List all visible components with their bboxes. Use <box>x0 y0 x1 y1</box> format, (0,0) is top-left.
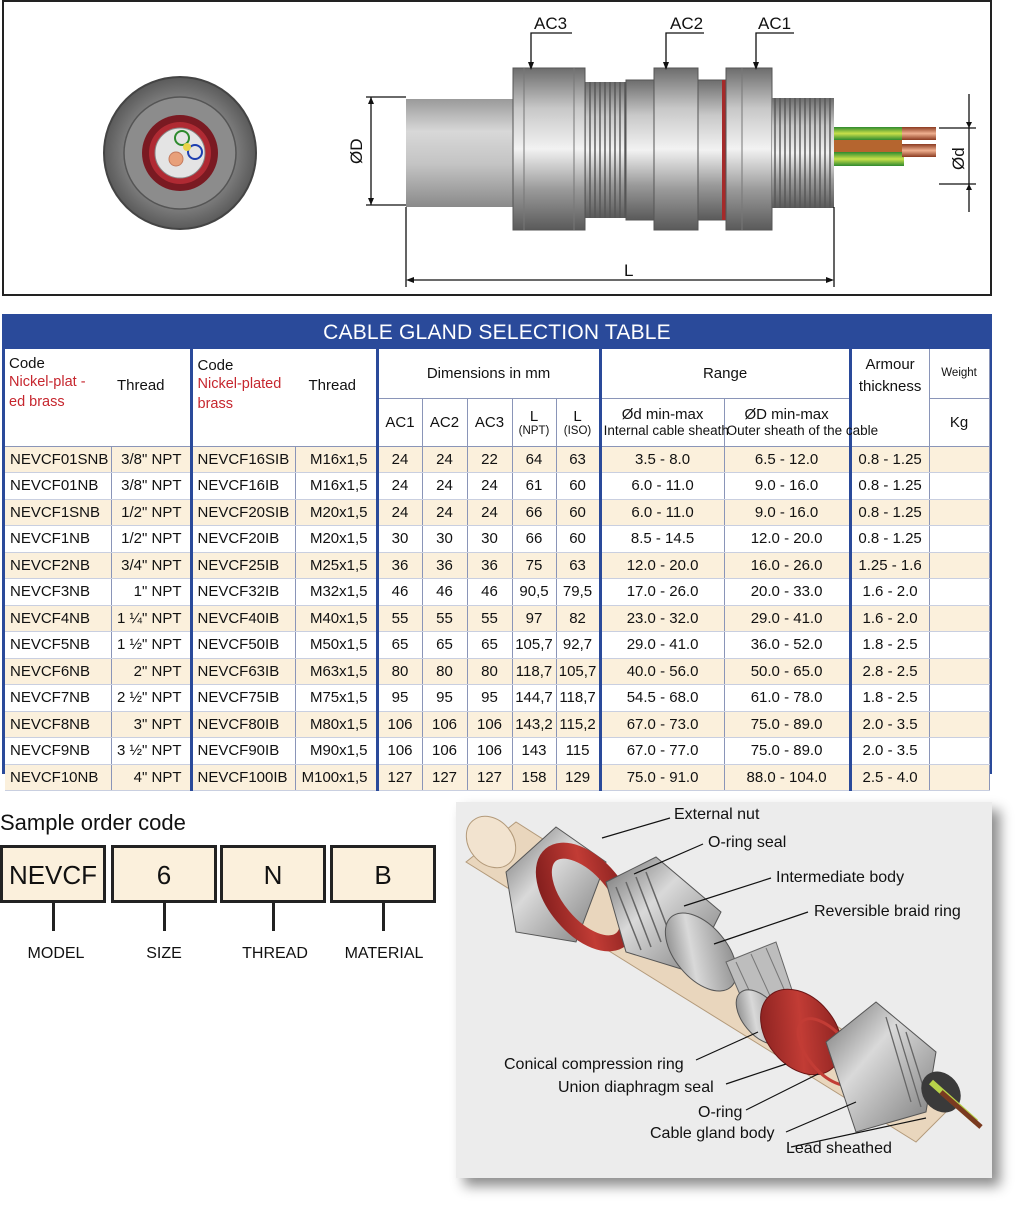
cell-ac3: 80 <box>467 658 512 685</box>
header-thread-1: Thread <box>117 377 165 394</box>
cell-code-1: NEVCF8NB <box>5 711 111 738</box>
cell-inner-range: 29.0 - 41.0 <box>600 632 724 659</box>
cell-ac1: 127 <box>377 764 422 791</box>
cell-outer-range: 50.0 - 65.0 <box>724 658 850 685</box>
cell-weight <box>929 526 989 553</box>
part-gland-body: Cable gland body <box>650 1125 775 1142</box>
cell-l-iso: 129 <box>556 764 600 791</box>
ac1-label: AC1 <box>758 14 792 33</box>
table-row <box>5 711 989 738</box>
cell-ac2: 36 <box>422 552 467 579</box>
order-stem <box>52 903 55 931</box>
cell-thread-1: 1" NPT <box>111 579 191 606</box>
cell-weight <box>929 552 989 579</box>
cell-ac1: 46 <box>377 579 422 606</box>
cell-thread-1: 1 ½" NPT <box>111 632 191 659</box>
cell-ac3: 106 <box>467 711 512 738</box>
order-stem <box>272 903 275 931</box>
cell-armour: 1.8 - 2.5 <box>850 685 929 712</box>
part-diaphragm-seal: Union diaphragm seal <box>558 1079 714 1096</box>
header-l-iso: L (ISO) <box>556 398 600 446</box>
cell-inner-range: 75.0 - 91.0 <box>600 764 724 791</box>
header-code-2-material: Nickel-plated brass <box>197 376 282 412</box>
cell-code-1: NEVCF1NB <box>5 526 111 553</box>
part-o-ring: O-ring <box>698 1104 743 1121</box>
cable-jacket-icon <box>406 99 518 207</box>
cell-ac3: 24 <box>467 473 512 500</box>
ac3-label: AC3 <box>534 14 568 33</box>
cell-weight <box>929 658 989 685</box>
cell-thread-1: 2" NPT <box>111 658 191 685</box>
part-o-ring-seal: O-ring seal <box>708 834 787 851</box>
cell-ac3: 55 <box>467 605 512 632</box>
cell-weight <box>929 446 989 473</box>
cell-armour: 2.0 - 3.5 <box>850 738 929 765</box>
cell-ac3: 46 <box>467 579 512 606</box>
cell-code-2: NEVCF50IB <box>191 632 295 659</box>
cell-ac2: 106 <box>422 711 467 738</box>
cell-l-iso: 118,7 <box>556 685 600 712</box>
header-code-1: Code <box>9 355 45 372</box>
header-ac2: AC2 <box>422 398 467 446</box>
cell-thread-1: 3 ½" NPT <box>111 738 191 765</box>
table-row <box>5 499 989 526</box>
part-compression-ring: Conical compression ring <box>504 1056 684 1073</box>
selection-table <box>2 314 992 786</box>
cell-l-iso: 63 <box>556 446 600 473</box>
cell-outer-range: 29.0 - 41.0 <box>724 605 850 632</box>
cell-code-2: NEVCF16SIB <box>191 446 295 473</box>
cell-weight <box>929 473 989 500</box>
cell-l-iso: 115 <box>556 738 600 765</box>
cell-weight <box>929 499 989 526</box>
header-l-npt: L (NPT) <box>512 398 556 446</box>
header-armour-cont <box>850 398 929 446</box>
cell-armour: 2.5 - 4.0 <box>850 764 929 791</box>
cell-ac1: 65 <box>377 632 422 659</box>
order-stem <box>163 903 166 931</box>
outer-diameter-label: ØD <box>347 138 366 164</box>
cell-l-npt: 143 <box>512 738 556 765</box>
cell-ac2: 24 <box>422 446 467 473</box>
cell-thread-1: 3" NPT <box>111 711 191 738</box>
cell-armour: 0.8 - 1.25 <box>850 473 929 500</box>
cell-code-1: NEVCF2NB <box>5 552 111 579</box>
cell-l-npt: 105,7 <box>512 632 556 659</box>
cell-weight <box>929 764 989 791</box>
cell-l-npt: 143,2 <box>512 711 556 738</box>
cell-ac1: 95 <box>377 685 422 712</box>
cell-ac2: 24 <box>422 473 467 500</box>
cell-outer-range: 88.0 - 104.0 <box>724 764 850 791</box>
cell-l-iso: 115,2 <box>556 711 600 738</box>
cell-thread-2: M90x1,5 <box>295 738 377 765</box>
cell-outer-range: 75.0 - 89.0 <box>724 711 850 738</box>
cell-l-npt: 61 <box>512 473 556 500</box>
cell-inner-range: 17.0 - 26.0 <box>600 579 724 606</box>
table-row <box>5 632 989 659</box>
cell-ac2: 80 <box>422 658 467 685</box>
header-code-block-1 <box>5 349 191 446</box>
table-row <box>5 738 989 765</box>
cell-outer-range: 61.0 - 78.0 <box>724 685 850 712</box>
exploded-view <box>456 802 992 1178</box>
table-row <box>5 685 989 712</box>
cell-code-1: NEVCF6NB <box>5 658 111 685</box>
cell-code-1: NEVCF4NB <box>5 605 111 632</box>
end-view-icon <box>104 77 256 229</box>
cell-thread-1: 4" NPT <box>111 764 191 791</box>
cell-thread-2: M20x1,5 <box>295 499 377 526</box>
order-box-thread: N <box>220 845 326 903</box>
cell-code-1: NEVCF3NB <box>5 579 111 606</box>
header-outer-range: ØD min-max Outer sheath of the cable <box>724 398 850 446</box>
cell-outer-range: 16.0 - 26.0 <box>724 552 850 579</box>
table-row <box>5 658 989 685</box>
part-intermediate-body: Intermediate body <box>776 869 905 886</box>
part-external-nut: External nut <box>674 806 760 823</box>
cell-code-2: NEVCF25IB <box>191 552 295 579</box>
cell-ac2: 127 <box>422 764 467 791</box>
cell-l-npt: 66 <box>512 526 556 553</box>
cell-l-npt: 97 <box>512 605 556 632</box>
cell-thread-2: M75x1,5 <box>295 685 377 712</box>
header-thread-2: Thread <box>308 377 357 394</box>
header-weight: Weight <box>929 349 989 398</box>
cell-ac3: 127 <box>467 764 512 791</box>
cell-ac1: 106 <box>377 711 422 738</box>
cell-code-2: NEVCF32IB <box>191 579 295 606</box>
cell-thread-2: M20x1,5 <box>295 526 377 553</box>
header-armour: Armour thickness <box>850 349 929 398</box>
cell-code-1: NEVCF7NB <box>5 685 111 712</box>
table-row <box>5 446 989 473</box>
cell-armour: 2.8 - 2.5 <box>850 658 929 685</box>
cell-inner-range: 12.0 - 20.0 <box>600 552 724 579</box>
cell-weight <box>929 632 989 659</box>
order-stem <box>382 903 385 931</box>
cell-armour: 2.0 - 3.5 <box>850 711 929 738</box>
cell-ac1: 36 <box>377 552 422 579</box>
cell-code-1: NEVCF1SNB <box>5 499 111 526</box>
cell-ac1: 55 <box>377 605 422 632</box>
cell-thread-2: M32x1,5 <box>295 579 377 606</box>
technical-drawing <box>2 0 992 296</box>
cell-code-2: NEVCF75IB <box>191 685 295 712</box>
cell-thread-2: M50x1,5 <box>295 632 377 659</box>
cell-outer-range: 9.0 - 16.0 <box>724 499 850 526</box>
order-label-material: MATERIAL <box>344 945 424 962</box>
table-row <box>5 526 989 553</box>
cell-ac3: 24 <box>467 499 512 526</box>
cell-l-npt: 90,5 <box>512 579 556 606</box>
cell-ac1: 30 <box>377 526 422 553</box>
cell-armour: 1.25 - 1.6 <box>850 552 929 579</box>
header-code-1-material: Nickel-plat - ed brass <box>9 374 86 410</box>
cell-outer-range: 20.0 - 33.0 <box>724 579 850 606</box>
cell-l-iso: 60 <box>556 499 600 526</box>
cell-thread-1: 1/2" NPT <box>111 526 191 553</box>
cell-thread-1: 1/2" NPT <box>111 499 191 526</box>
cell-armour: 0.8 - 1.25 <box>850 499 929 526</box>
cell-weight <box>929 685 989 712</box>
part-braid-ring: Reversible braid ring <box>814 903 961 920</box>
cell-ac1: 80 <box>377 658 422 685</box>
cell-ac3: 36 <box>467 552 512 579</box>
cell-inner-range: 8.5 - 14.5 <box>600 526 724 553</box>
table-row <box>5 473 989 500</box>
cell-l-iso: 63 <box>556 552 600 579</box>
header-code-block-2 <box>191 349 377 446</box>
cell-thread-2: M80x1,5 <box>295 711 377 738</box>
cell-armour: 1.6 - 2.0 <box>850 579 929 606</box>
cell-l-iso: 92,7 <box>556 632 600 659</box>
cell-thread-1: 3/8" NPT <box>111 446 191 473</box>
order-label-model: MODEL <box>27 945 85 962</box>
cell-armour: 0.8 - 1.25 <box>850 446 929 473</box>
cell-ac3: 65 <box>467 632 512 659</box>
cell-thread-2: M16x1,5 <box>295 446 377 473</box>
cell-armour: 0.8 - 1.25 <box>850 526 929 553</box>
cell-inner-range: 54.5 - 68.0 <box>600 685 724 712</box>
cell-ac3: 30 <box>467 526 512 553</box>
table-row <box>5 764 989 791</box>
cell-outer-range: 12.0 - 20.0 <box>724 526 850 553</box>
ac2-label: AC2 <box>670 14 704 33</box>
cell-code-2: NEVCF40IB <box>191 605 295 632</box>
cell-l-iso: 82 <box>556 605 600 632</box>
part-lead-sheathed: Lead sheathed <box>786 1140 892 1157</box>
cell-outer-range: 75.0 - 89.0 <box>724 738 850 765</box>
cell-inner-range: 23.0 - 32.0 <box>600 605 724 632</box>
inner-diameter-label: Ød <box>949 147 968 170</box>
cell-code-1: NEVCF9NB <box>5 738 111 765</box>
cell-thread-1: 3/8" NPT <box>111 473 191 500</box>
order-code-title: Sample order code <box>0 810 186 835</box>
table-row <box>5 579 989 606</box>
cell-thread-1: 1 ¼" NPT <box>111 605 191 632</box>
cell-thread-1: 3/4" NPT <box>111 552 191 579</box>
cell-code-2: NEVCF80IB <box>191 711 295 738</box>
cell-ac3: 106 <box>467 738 512 765</box>
cell-ac2: 55 <box>422 605 467 632</box>
cell-ac2: 106 <box>422 738 467 765</box>
cell-ac2: 46 <box>422 579 467 606</box>
cell-ac2: 30 <box>422 526 467 553</box>
cell-armour: 1.8 - 2.5 <box>850 632 929 659</box>
cell-code-2: NEVCF90IB <box>191 738 295 765</box>
order-box-size: 6 <box>111 845 217 903</box>
order-label-size: SIZE <box>146 945 182 962</box>
cell-l-npt: 66 <box>512 499 556 526</box>
cell-code-2: NEVCF100IB <box>191 764 295 791</box>
order-box-material: B <box>330 845 436 903</box>
cell-thread-2: M100x1,5 <box>295 764 377 791</box>
cell-l-npt: 118,7 <box>512 658 556 685</box>
header-inner-range: Ød min-max Internal cable sheath <box>600 398 724 446</box>
gland-assembly-icon <box>456 806 981 1142</box>
order-box-model: NEVCF <box>0 845 106 903</box>
header-range: Range <box>600 349 850 398</box>
cell-ac2: 65 <box>422 632 467 659</box>
cell-armour: 1.6 - 2.0 <box>850 605 929 632</box>
cell-ac3: 22 <box>467 446 512 473</box>
cell-l-npt: 144,7 <box>512 685 556 712</box>
cell-l-npt: 75 <box>512 552 556 579</box>
cell-weight <box>929 738 989 765</box>
cell-code-1: NEVCF5NB <box>5 632 111 659</box>
cell-code-1: NEVCF01NB <box>5 473 111 500</box>
cell-inner-range: 3.5 - 8.0 <box>600 446 724 473</box>
cell-l-iso: 105,7 <box>556 658 600 685</box>
cell-l-iso: 79,5 <box>556 579 600 606</box>
cell-weight <box>929 605 989 632</box>
cell-ac1: 24 <box>377 473 422 500</box>
cell-inner-range: 67.0 - 73.0 <box>600 711 724 738</box>
cell-inner-range: 40.0 - 56.0 <box>600 658 724 685</box>
cell-inner-range: 6.0 - 11.0 <box>600 473 724 500</box>
cell-thread-2: M16x1,5 <box>295 473 377 500</box>
cell-ac2: 95 <box>422 685 467 712</box>
cell-ac1: 24 <box>377 499 422 526</box>
cell-code-2: NEVCF20IB <box>191 526 295 553</box>
cell-code-2: NEVCF16IB <box>191 473 295 500</box>
cell-weight <box>929 579 989 606</box>
cell-thread-1: 2 ½" NPT <box>111 685 191 712</box>
table-row <box>5 552 989 579</box>
cell-outer-range: 36.0 - 52.0 <box>724 632 850 659</box>
cell-l-iso: 60 <box>556 473 600 500</box>
cell-inner-range: 67.0 - 77.0 <box>600 738 724 765</box>
header-code-2: Code <box>197 357 234 374</box>
cell-weight <box>929 711 989 738</box>
cell-ac2: 24 <box>422 499 467 526</box>
cell-l-npt: 158 <box>512 764 556 791</box>
cell-l-iso: 60 <box>556 526 600 553</box>
header-dimensions: Dimensions in mm <box>377 349 600 398</box>
table-row <box>5 605 989 632</box>
cell-ac1: 24 <box>377 446 422 473</box>
cell-l-npt: 64 <box>512 446 556 473</box>
cell-outer-range: 9.0 - 16.0 <box>724 473 850 500</box>
length-label: L <box>624 261 634 280</box>
cell-outer-range: 6.5 - 12.0 <box>724 446 850 473</box>
cell-code-1: NEVCF10NB <box>5 764 111 791</box>
header-kg: Kg <box>929 398 989 446</box>
cell-inner-range: 6.0 - 11.0 <box>600 499 724 526</box>
cell-ac1: 106 <box>377 738 422 765</box>
table-title: CABLE GLAND SELECTION TABLE <box>323 321 671 344</box>
cell-thread-2: M40x1,5 <box>295 605 377 632</box>
order-label-thread: THREAD <box>242 945 308 962</box>
header-ac3: AC3 <box>467 398 512 446</box>
header-ac1: AC1 <box>377 398 422 446</box>
cell-ac3: 95 <box>467 685 512 712</box>
cell-code-2: NEVCF20SIB <box>191 499 295 526</box>
cell-thread-2: M63x1,5 <box>295 658 377 685</box>
cell-code-2: NEVCF63IB <box>191 658 295 685</box>
cell-code-1: NEVCF01SNB <box>5 446 111 473</box>
cell-thread-2: M25x1,5 <box>295 552 377 579</box>
